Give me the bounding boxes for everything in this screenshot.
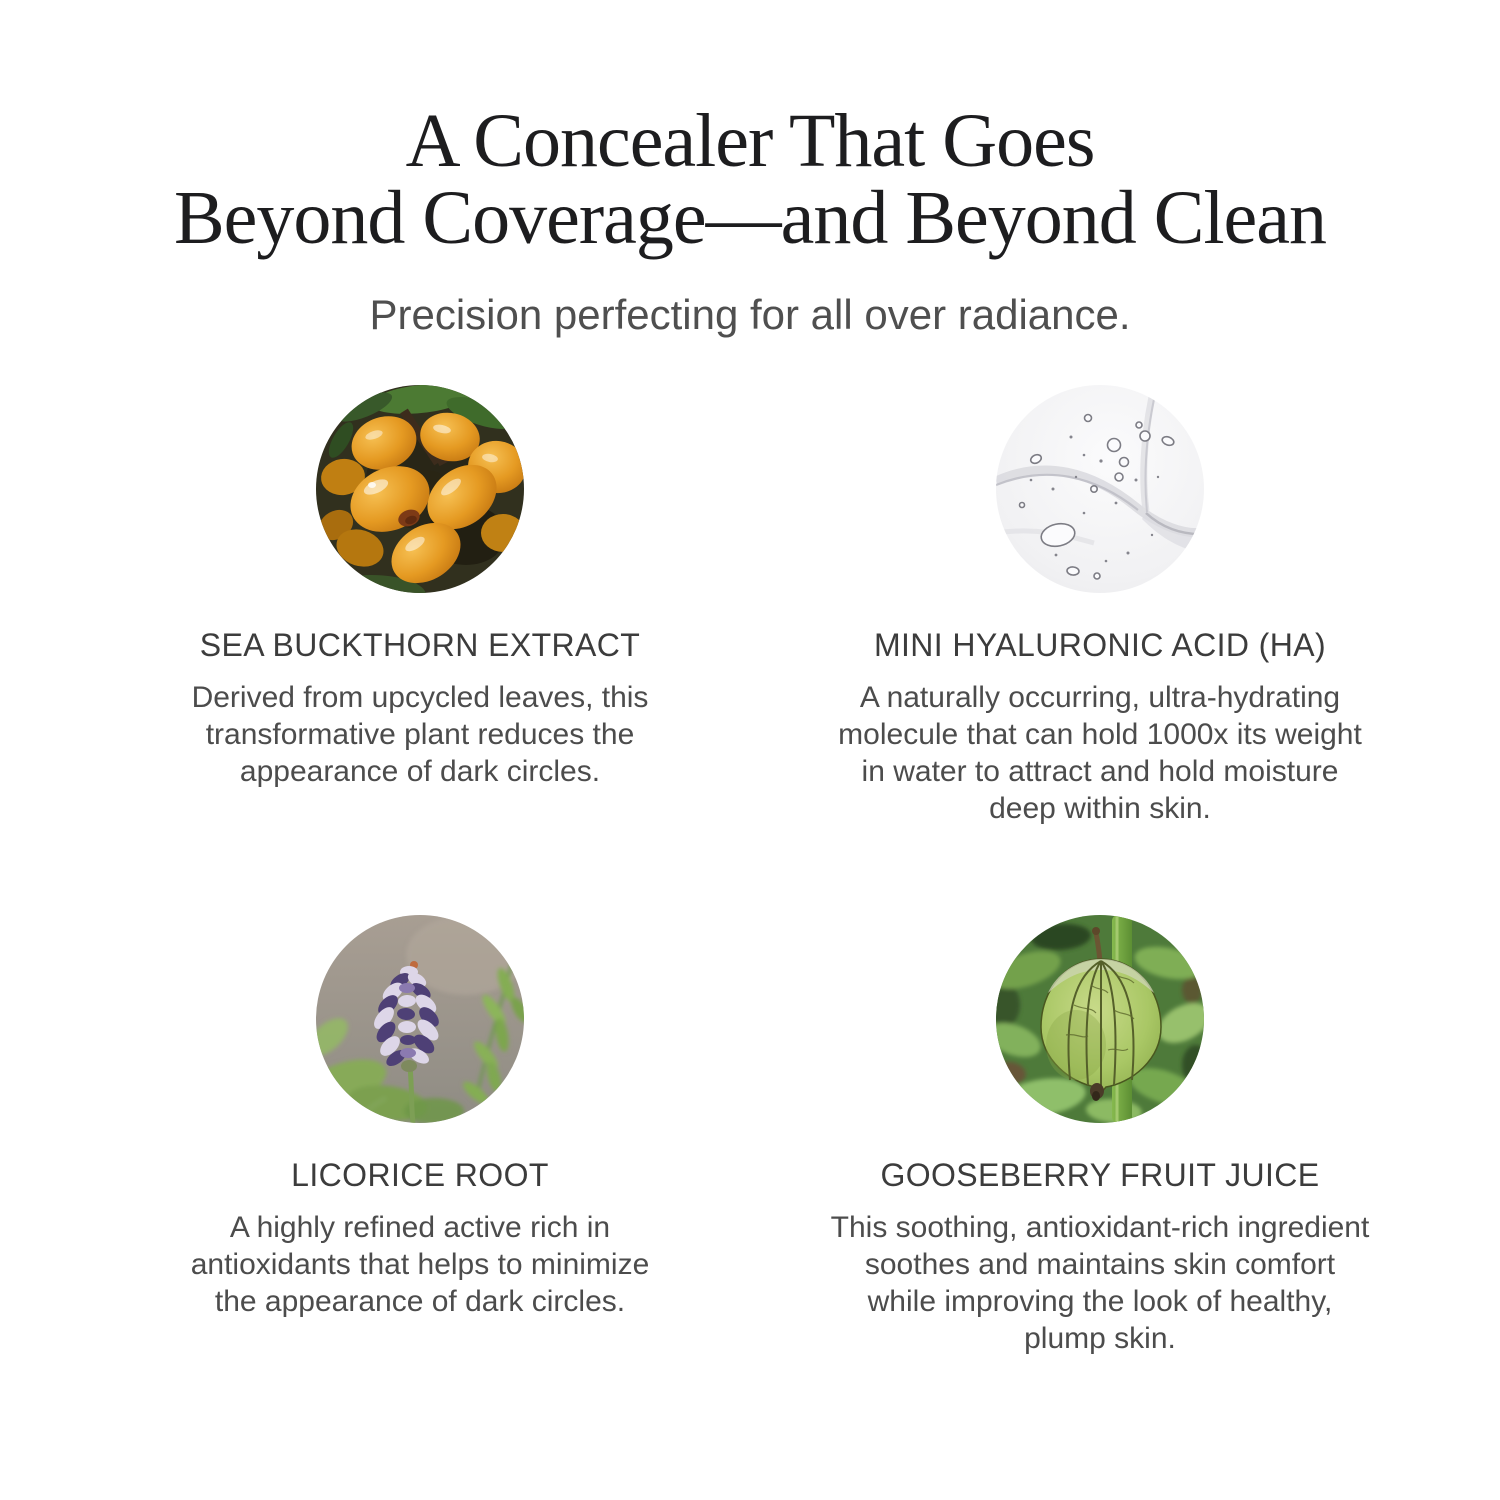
- description-line: A highly refined active rich in: [229, 1211, 611, 1244]
- ingredient-card-sea-buckthorn: [90, 385, 750, 790]
- description-line: transformative plant reduces the: [205, 718, 635, 751]
- gooseberry-photo-illustration: [996, 915, 1204, 1123]
- ingredient-description: [192, 679, 649, 790]
- ingredient-card-licorice-root: [90, 915, 750, 1320]
- licorice-root-photo-illustration: [316, 915, 524, 1123]
- description-line: antioxidants that helps to minimize: [190, 1248, 650, 1281]
- description-line: deep within skin.: [989, 792, 1211, 825]
- hyaluronic-acid-photo-illustration: [996, 385, 1204, 593]
- ingredient-description: [831, 1209, 1370, 1357]
- description-line: appearance of dark circles.: [239, 755, 601, 788]
- ingredient-card-gooseberry: [770, 915, 1430, 1357]
- description-line: in water to attract and hold moisture: [861, 755, 1339, 788]
- description-line: the appearance of dark circles.: [214, 1285, 626, 1318]
- description-line: Derived from upcycled leaves, this: [191, 681, 649, 714]
- ingredient-description: [191, 1209, 650, 1320]
- ingredient-name: SEA BUCKTHORN EXTRACT: [199, 627, 641, 663]
- description-line: This soothing, antioxidant-rich ingredient: [830, 1211, 1370, 1244]
- hyaluronic-acid-photo: [996, 385, 1204, 593]
- ingredient-name: LICORICE ROOT: [291, 1157, 549, 1193]
- page-title-line2: Beyond Coverage—and Beyond Clean: [173, 175, 1327, 260]
- gooseberry-photo: [996, 915, 1204, 1123]
- ingredient-name: GOOSEBERRY FRUIT JUICE: [880, 1157, 1320, 1193]
- page-title-line1: A Concealer That Goes: [405, 98, 1095, 183]
- licorice-root-photo: [316, 915, 524, 1123]
- sea-buckthorn-photo-illustration: [316, 385, 524, 593]
- ingredient-card-hyaluronic-acid: [770, 385, 1430, 827]
- page-title: [0, 98, 1500, 260]
- description-line: molecule that can hold 1000x its weight: [838, 718, 1362, 751]
- description-line: A naturally occurring, ultra-hydrating: [859, 681, 1341, 714]
- ingredient-name: MINI HYALURONIC ACID (HA): [873, 627, 1327, 663]
- description-line: while improving the look of healthy,: [867, 1285, 1333, 1318]
- description-line: plump skin.: [1024, 1322, 1176, 1355]
- page-subtitle: Precision perfecting for all over radiance.: [369, 291, 1131, 338]
- description-line: soothes and maintains skin comfort: [864, 1248, 1336, 1281]
- ingredient-description: [838, 679, 1362, 827]
- sea-buckthorn-photo: [316, 385, 524, 593]
